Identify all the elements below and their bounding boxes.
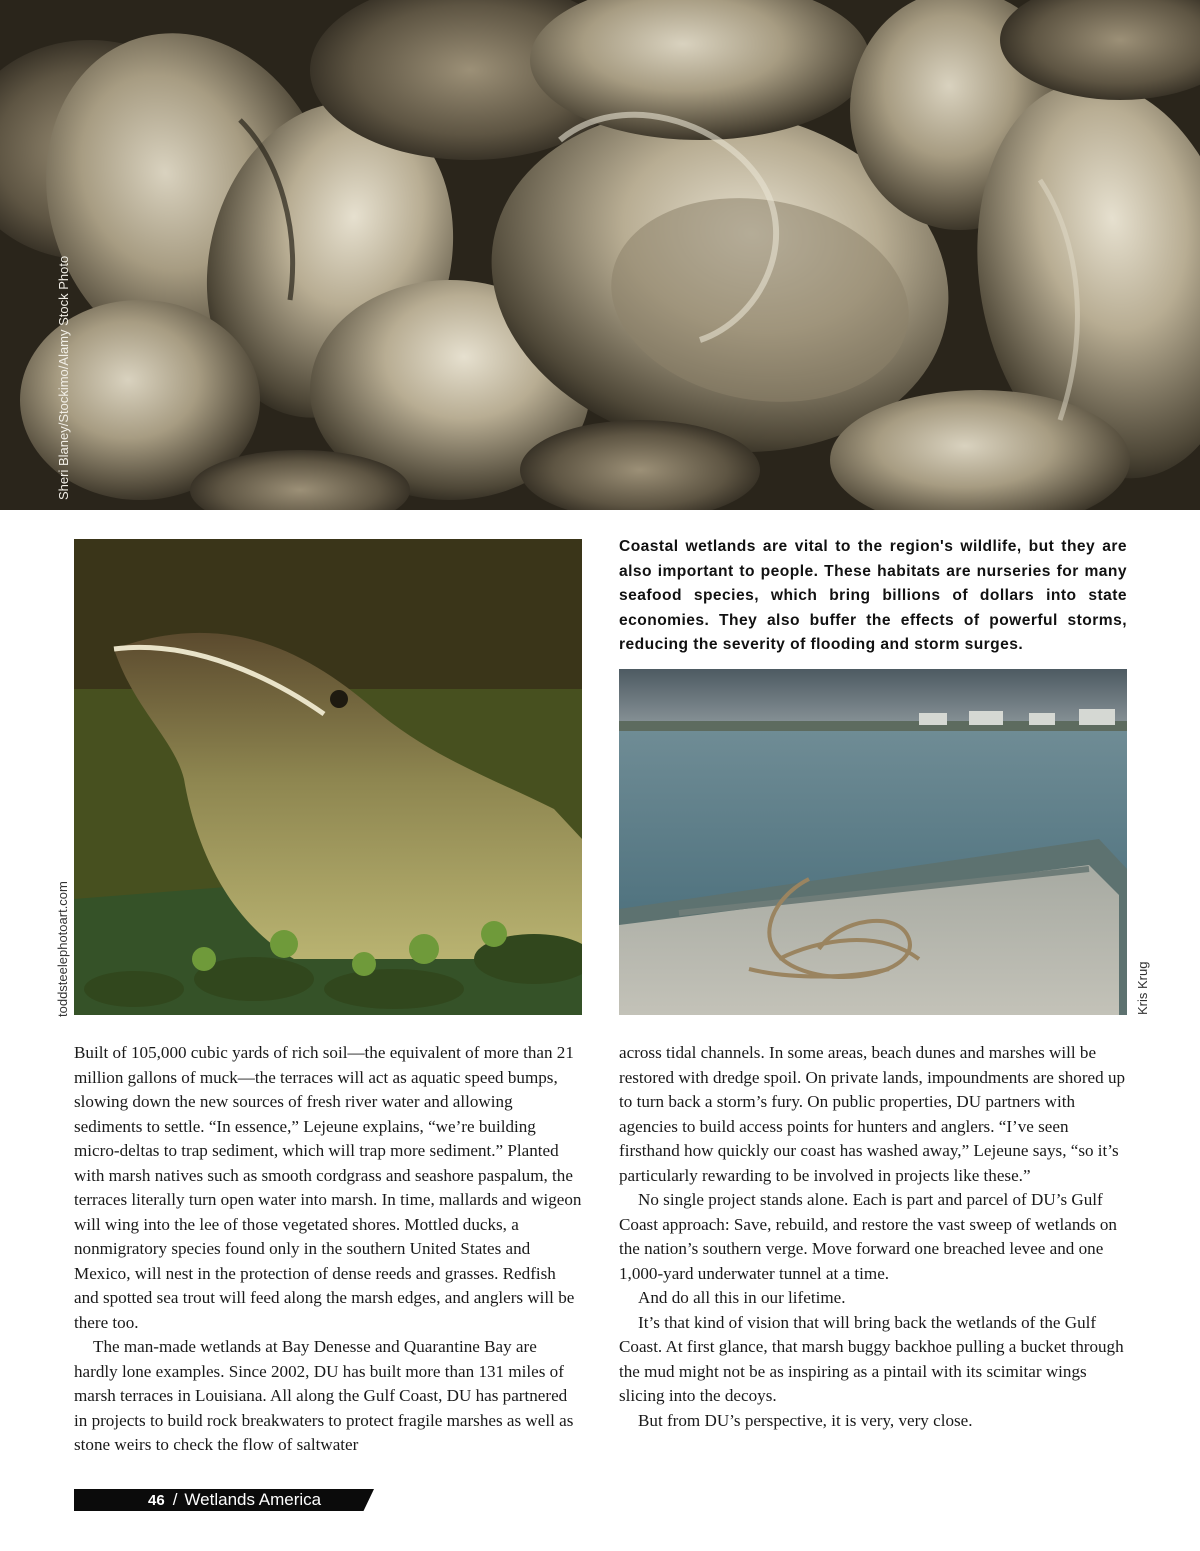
footer-separator: / [172, 1490, 178, 1509]
body-column-left [74, 1041, 582, 1458]
boat-illustration [619, 669, 1127, 1015]
alligator-illustration [74, 539, 582, 1015]
oyster-illustration [0, 0, 1200, 510]
paragraph: And do all this in our lifetime. [638, 1288, 846, 1307]
paragraph: But from DU’s perspective, it is very, very close. [638, 1410, 973, 1430]
paragraph: The man-made wetlands at Bay Denesse and Quarantine Bay are hardly lone examples. Since 2002, DU has built more than 131 miles of marsh terraces in Louisiana. All along the Gulf Coast, DU has partnered in projects to build rock breakwaters to protect fragile marshes as well as stone weirs to check the flow of saltwater [74, 1337, 574, 1454]
caption-text: Coastal wetlands are vital to the region's wildlife, but they are also important to people. These habitats are nurseries for many seafood species, which bring billions of dollars into state economies. They also buffer the effects of powerful storms, reducing the severity of flooding and storm surges. [619, 538, 1127, 653]
body-column-right [619, 1041, 1127, 1433]
photo-caption [619, 535, 1127, 658]
paragraph: No single project stands alone. Each is part and parcel of DU’s Gulf Coast approach: Save, rebuild, and restore the vast sweep of wetlands on the nation’s southern verge. Move forward one breached levee and one 1,000-yard underwater tunnel at a time. [619, 1190, 1117, 1283]
paragraph: Built of 105,000 cubic yards of rich soil—the equivalent of more than 21 million gallons of muck—the terraces will act as aquatic speed bumps, slowing down the new sources of fresh river water and allowing sediments to settle. “In essence,” Lejeune explains, “we’re building micro-deltas to trap sediment, which will trap more sediment.” Planted with marsh natives such as smooth cordgrass and seashore paspalum, the terraces literally turn open water into marsh. In time, mallards and wigeon will wing into the lee of those vegetated shores. Mottled ducks, a nonmigratory species found only in the southern United States and Mexico, will nest in the protection of dense reeds and grasses. Redfish and spotted sea trout will feed along the marsh edges, and anglers will be there too. [74, 1043, 582, 1332]
oyster-photo-credit: Sheri Blaney/Stockimo/Alamy Stock Photo [56, 255, 71, 500]
boat-photo [619, 669, 1127, 1015]
alligator-photo [74, 539, 582, 1015]
paragraph: across tidal channels. In some areas, beach dunes and marshes will be restored with dredge spoil. On private lands, impoundments are shored up to turn back a storm’s fury. On public properties, DU partners with agencies to build access points for hunters and anglers. “I’ve seen firsthand how quickly our coast has washed away,” Lejeune says, “so it’s particularly rewarding to be involved in projects like these.” [619, 1043, 1126, 1185]
paragraph: It’s that kind of vision that will bring back the wetlands of the Gulf Coast. At first glance, that marsh buggy backhoe pulling a bucket through the mud might not be as inspiring as a pintail with its scimitar wings slicing into the decoys. [619, 1312, 1124, 1405]
page-number: 46 [148, 1492, 165, 1509]
alligator-photo-credit: toddsteelephotoart.com [55, 881, 70, 1017]
publication-name: Wetlands America [184, 1490, 322, 1509]
oyster-photo [0, 0, 1200, 510]
boat-photo-credit: Kris Krug [1135, 961, 1150, 1015]
page-footer [148, 1489, 321, 1511]
